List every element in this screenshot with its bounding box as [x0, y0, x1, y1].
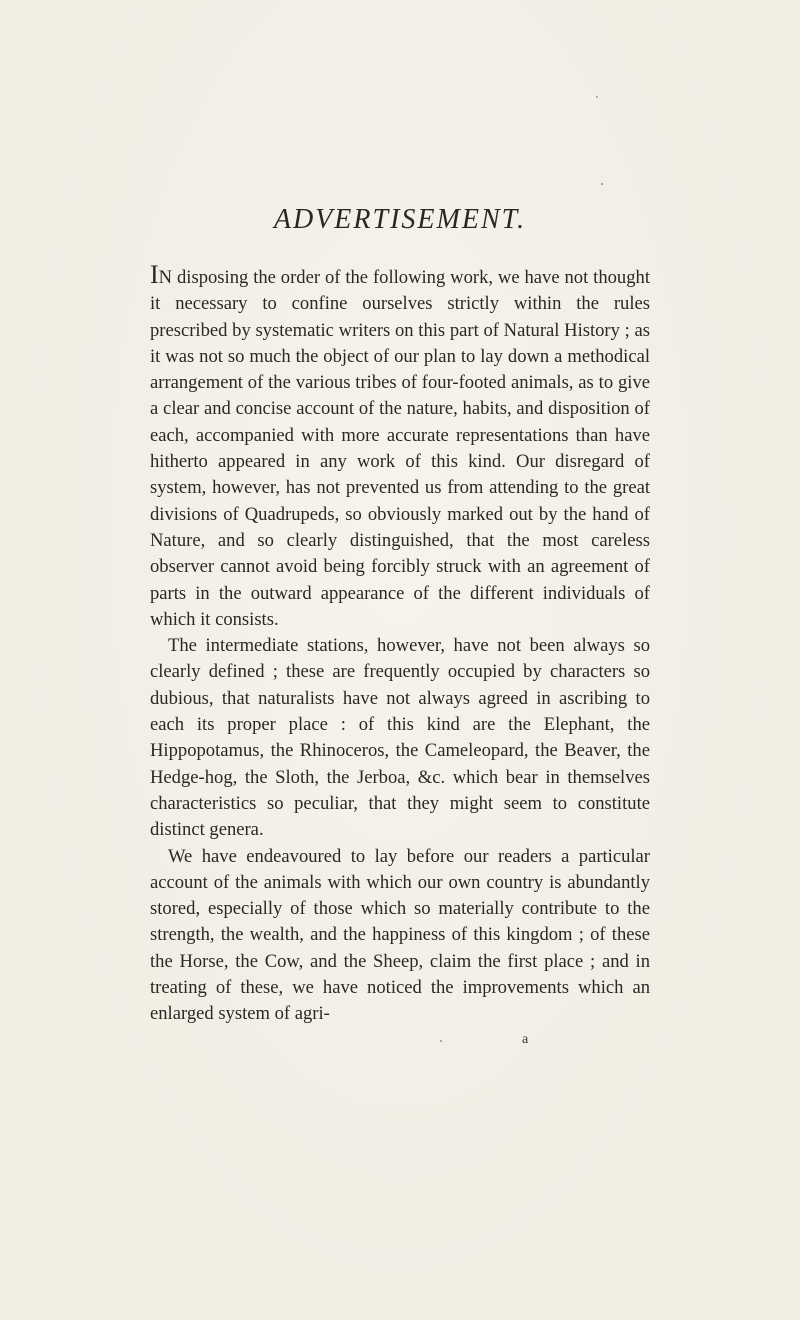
- page-title: ADVERTISEMENT.: [273, 204, 527, 235]
- paragraph-3: We have endeavoured to lay before our readers a particular account of the animals with which our own country is abundantly stored, especially of those which so materially contribute to the strength, the wealth, and the happiness of this kingdom ; of these the Horse, the Cow, and the Sheep, claim the first place ; and in treating of these, we have noticed the improvements which an enlarged system of agri-: [150, 845, 650, 1025]
- initial-letter: I: [150, 260, 159, 289]
- paragraph-1-text: N disposing the order of the following work, we have not thought it necessary to confine ourselves strictly within the rules prescribed by systematic writers on this part of Natural History ; as it was not so much the object of our plan to lay down a methodical arrangement of the various tribes of four-footed animals, as to give a clear and concise account of the nature, habits, and disposition of each, accompanied with more accurate representations than have hitherto appeared in any work of this kind. Our disregard of system, however, has not prevented us from attending to the great divisions of Quadrupeds, so obviously marked out by the hand of Nature, and so clearly distinguished, that the most careless observer cannot avoid being forcibly struck with an agreement of parts in the outward appearance of the different individuals of which it consists.: [150, 267, 650, 630]
- paragraph-1: [150, 262, 650, 633]
- paper-speck: [440, 1040, 442, 1042]
- paragraph-2: The intermediate stations, however, have not been always so clearly defined ; these are frequently occupied by characters so dubious, that naturalists have not always agreed in ascribing to each its proper place : of this kind are the Elephant, the Hippopotamus, the Rhinoceros, the Cameleopard, the Beaver, the Hedge-hog, the Sloth, the Jerboa, &c. which bear in themselves characteristics so peculiar, that they might seem to constitute distinct genera.: [150, 635, 650, 841]
- paper-speck: [601, 183, 603, 185]
- signature-mark: a: [522, 1032, 529, 1047]
- body-text: [150, 262, 650, 1028]
- paper-speck: [596, 96, 598, 98]
